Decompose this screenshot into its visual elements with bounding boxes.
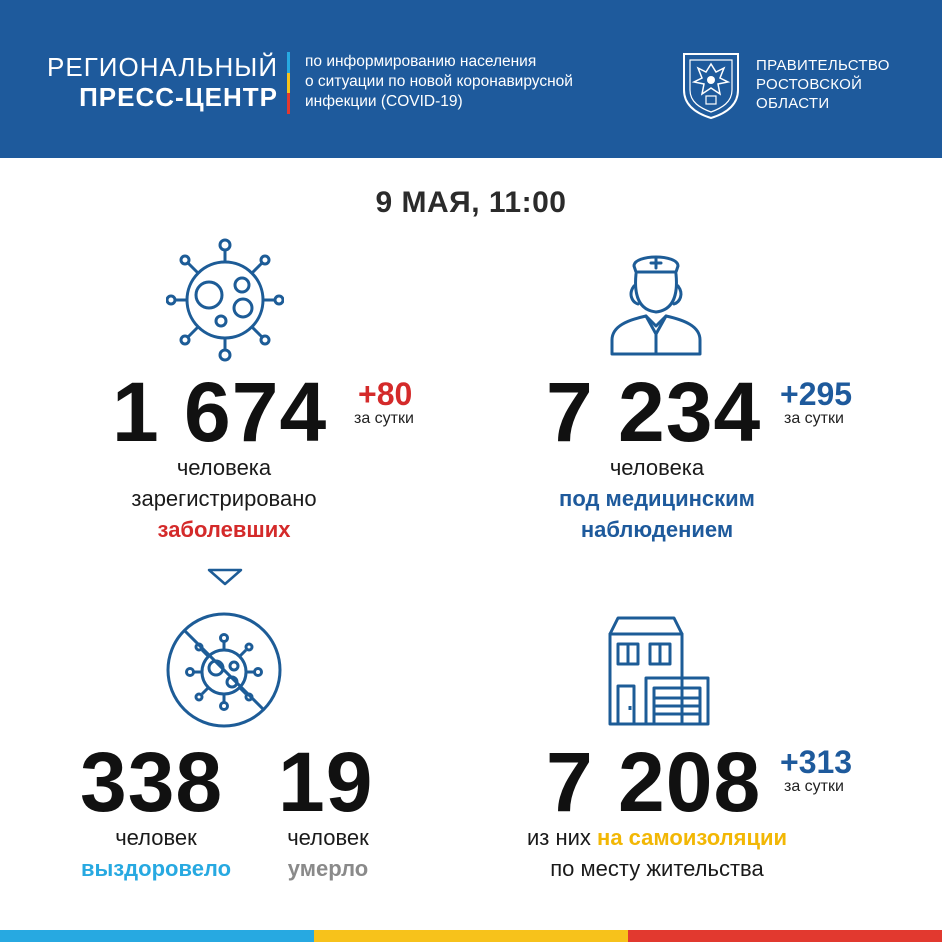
isolated-caption-highlight: на самоизоляции: [597, 825, 788, 850]
died-caption: [248, 822, 408, 884]
isolated-per-day: за сутки: [784, 778, 844, 795]
government-label: [756, 56, 890, 113]
infected-count: 1 674: [112, 365, 328, 459]
infected-per-day: за сутки: [354, 410, 414, 427]
observed-caption-highlight-1: под медицинским: [559, 486, 755, 511]
recovered-caption-line-1: человек: [115, 825, 197, 850]
isolated-caption-prefix: из них: [526, 825, 591, 850]
observed-per-day: за сутки: [784, 410, 844, 427]
desc-line-3: инфекции (COVID-19): [305, 93, 463, 110]
infected-delta: +80: [358, 376, 413, 412]
gov-line-2: РОСТОВСКОЙ: [756, 76, 863, 93]
died-count: 19: [278, 735, 374, 829]
recovered-caption: [56, 822, 256, 884]
virus-icon: [166, 238, 284, 362]
stripe-yellow: [314, 930, 628, 942]
tricolor-footer: [0, 930, 942, 942]
observed-caption: [507, 452, 807, 545]
observed-delta: +295: [780, 376, 853, 412]
brand-line-2: ПРЕСС-ЦЕНТР: [79, 82, 278, 112]
observed-caption-line-1: человека: [609, 455, 705, 480]
infected-caption-line-2: зарегистрировано: [131, 486, 317, 511]
isolated-delta: +313: [780, 744, 853, 780]
nurse-icon: [608, 244, 704, 356]
gov-line-3: ОБЛАСТИ: [756, 95, 830, 112]
press-center-logo: [47, 52, 278, 112]
report-date: 9 МАЯ, 11:00: [375, 186, 567, 219]
died-caption-line-1: человек: [287, 825, 369, 850]
header-banner: [0, 0, 942, 158]
infected-caption-highlight: заболевших: [157, 517, 291, 542]
isolated-count: 7 208: [546, 735, 762, 829]
gov-line-1: ПРАВИТЕЛЬСТВО: [756, 57, 890, 74]
infected-caption: [74, 452, 374, 545]
observed-count: 7 234: [546, 365, 762, 459]
down-arrow-icon: [207, 568, 243, 586]
brand-line-1: РЕГИОНАЛЬНЫЙ: [47, 52, 278, 82]
isolated-caption-line-2: по месту жительства: [550, 856, 764, 881]
coat-of-arms-icon: [680, 50, 742, 120]
recovered-caption-highlight: выздоровело: [80, 856, 232, 881]
observed-caption-highlight-2: наблюдением: [580, 517, 734, 542]
isolated-caption: [472, 822, 842, 884]
desc-line-2: о ситуации по новой коронавирусной: [305, 73, 573, 90]
desc-line-1: по информированию населения: [305, 53, 537, 70]
stripe-blue: [0, 930, 314, 942]
died-caption-highlight: умерло: [287, 856, 369, 881]
infected-caption-line-1: человека: [176, 455, 272, 480]
stripe-red: [628, 930, 942, 942]
tricolor-divider: [287, 52, 290, 114]
isolated-caption-line-1: [472, 822, 842, 853]
no-virus-icon: [164, 610, 284, 730]
header-description: [305, 52, 645, 112]
recovered-count: 338: [80, 735, 224, 829]
house-icon: [602, 614, 712, 726]
